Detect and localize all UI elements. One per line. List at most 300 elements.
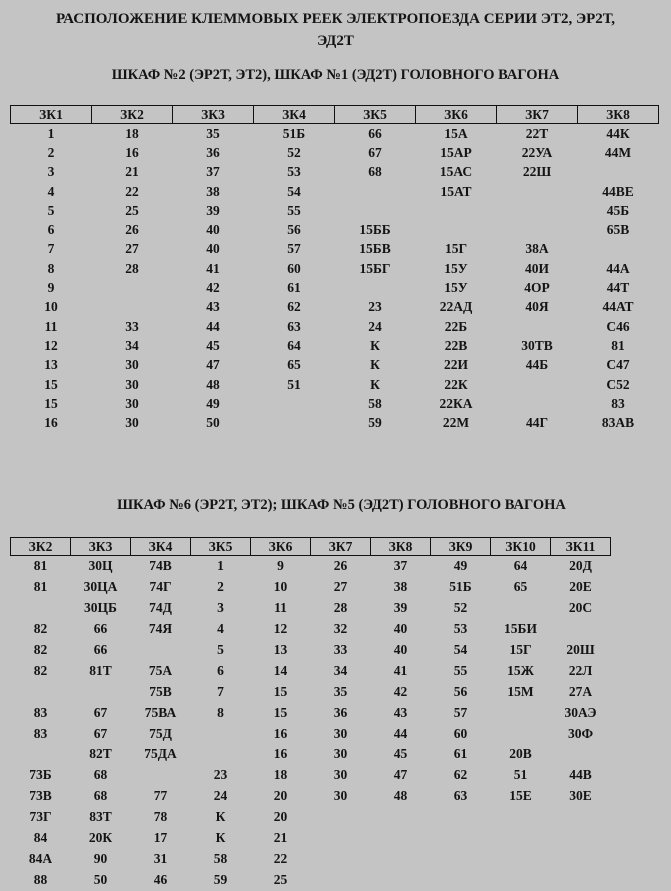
- table-cell: 22Л: [568, 662, 593, 678]
- table-cell: 48: [393, 788, 408, 804]
- table-cell: К: [215, 830, 226, 846]
- table-cell: [11, 598, 71, 619]
- table-row: [11, 317, 659, 336]
- table-cell: [497, 317, 578, 336]
- table-cell: 28: [125, 260, 139, 276]
- table-row: [11, 163, 659, 182]
- table-cell: 15АТ: [440, 183, 472, 199]
- column-header: ЗК3: [71, 538, 131, 556]
- table-row: [11, 577, 611, 598]
- table-cell: 15У: [444, 280, 468, 296]
- table-row: [11, 619, 611, 640]
- table-cell: К: [370, 376, 380, 392]
- table-cell: [431, 869, 491, 890]
- column-header: ЗК8: [371, 538, 431, 556]
- table-cell: [131, 765, 191, 786]
- table-cell: 40: [206, 222, 220, 238]
- table-cell: 16: [273, 746, 288, 762]
- table-cell: 22Б: [444, 318, 468, 334]
- table-cell: 45: [393, 746, 408, 762]
- table-cell: 15ББ: [359, 222, 391, 238]
- table-cell: 21: [125, 164, 139, 180]
- table-cell: 38: [206, 183, 220, 199]
- table-cell: 22В: [444, 337, 468, 353]
- table-cell: 73Г: [29, 809, 52, 825]
- table-cell: [335, 201, 416, 220]
- table-cell: 20К: [88, 830, 113, 846]
- table-cell: 15Г: [444, 241, 468, 257]
- table-cell: [491, 723, 551, 744]
- table-cell: 67: [368, 144, 382, 160]
- table-cell: 1: [217, 558, 224, 574]
- table-cell: 24: [213, 788, 228, 804]
- table-cell: 60: [453, 725, 468, 741]
- table-cell: 15: [273, 704, 288, 720]
- table-row: [11, 240, 659, 259]
- table-cell: [578, 240, 659, 259]
- table-row: [11, 375, 659, 394]
- table-row: [11, 640, 611, 661]
- table-cell: 44Б: [525, 357, 549, 373]
- table-cell: [491, 598, 551, 619]
- table-cell: [551, 869, 611, 890]
- table-row: [11, 298, 659, 317]
- table-cell: 4ОР: [524, 280, 550, 296]
- table-cell: 1: [47, 125, 55, 141]
- table-cell: 51: [513, 767, 528, 783]
- table-cell: 40И: [524, 260, 549, 276]
- table-cell: 27: [333, 579, 348, 595]
- table-cell: [416, 201, 497, 220]
- table-cell: 81Т: [89, 662, 112, 678]
- table-cell: 37: [393, 558, 408, 574]
- table-cell: 30Ф: [567, 725, 594, 741]
- table-cell: [335, 278, 416, 297]
- table-cell: 83Т: [89, 809, 112, 825]
- table-cell: 12: [273, 621, 288, 637]
- table-cell: 9: [47, 280, 55, 296]
- table-row: [11, 394, 659, 413]
- table-cell: 30: [333, 767, 348, 783]
- table-cell: 57: [287, 241, 301, 257]
- table-cell: [416, 220, 497, 239]
- table-cell: 33: [333, 642, 348, 657]
- table-cell: 30ТВ: [521, 337, 553, 353]
- table-row: [11, 201, 659, 220]
- table-cell: 31: [153, 850, 168, 866]
- table-cell: 3: [217, 600, 224, 616]
- table-cell: 15БВ: [359, 241, 391, 257]
- table-cell: 53: [453, 621, 468, 637]
- table-cell: 55: [453, 662, 468, 678]
- table-cell: 50: [93, 871, 108, 887]
- table-cell: [551, 807, 611, 828]
- table-cell: 30: [125, 415, 139, 431]
- table-cell: 82: [33, 662, 48, 678]
- column-header: ЗК2: [11, 538, 71, 556]
- table-cell: [551, 619, 611, 640]
- column-header: ЗК9: [431, 538, 491, 556]
- table-cell: 84А: [28, 850, 53, 866]
- table-cell: 30: [333, 788, 348, 804]
- table-cell: 15Ж: [507, 662, 534, 678]
- column-header: ЗК8: [578, 106, 659, 124]
- table-cell: [551, 828, 611, 849]
- terminal-table-cabinet-6: [10, 537, 611, 890]
- table-row: [11, 828, 611, 849]
- table-cell: 2: [217, 579, 224, 595]
- column-header: ЗК4: [131, 538, 191, 556]
- section2-heading: ШКАФ №6 (ЭР2Т, ЭТ2); ШКАФ №5 (ЭД2Т) ГОЛОВНОГО ВАГОНА: [117, 497, 566, 513]
- table-cell: 11: [44, 318, 58, 334]
- table-cell: 30: [125, 357, 139, 373]
- table-cell: 4: [47, 183, 55, 199]
- table-cell: 16: [125, 144, 139, 160]
- table-cell: 15: [44, 376, 58, 392]
- table-cell: 37: [206, 164, 220, 180]
- table-row: [11, 744, 611, 765]
- table-header-row: [11, 106, 659, 124]
- table-cell: 83: [33, 704, 48, 720]
- table-cell: 75А: [148, 662, 173, 678]
- title-line-1: РАСПОЛОЖЕНИЕ КЛЕММОВЫХ РЕЕК ЭЛЕКТРОПОЕЗДА СЕРИИ ЭТ2, ЭР2Т,: [55, 11, 616, 27]
- table-cell: 52: [287, 144, 301, 160]
- table-cell: 22: [125, 183, 139, 199]
- table-cell: 46: [153, 871, 168, 887]
- table-cell: 15У: [444, 260, 468, 276]
- table-cell: 43: [206, 299, 220, 315]
- table-cell: 30: [125, 376, 139, 392]
- table-cell: 22М: [442, 415, 470, 431]
- column-header: ЗК6: [251, 538, 311, 556]
- table-cell: 74Д: [149, 600, 172, 616]
- table-cell: 47: [393, 767, 408, 783]
- table-cell: [11, 681, 71, 702]
- table-cell: [71, 681, 131, 702]
- table-cell: 54: [287, 183, 301, 199]
- table-row: [11, 143, 659, 162]
- table-cell: [497, 182, 578, 201]
- column-header: ЗК1: [11, 106, 92, 124]
- table-cell: 22И: [443, 357, 468, 373]
- table-cell: 42: [206, 280, 220, 296]
- table-cell: 57: [453, 704, 468, 720]
- table-cell: [551, 744, 611, 765]
- table-cell: 8: [217, 704, 224, 720]
- table-row: [11, 278, 659, 297]
- table-cell: 78: [153, 809, 168, 825]
- table-cell: 10: [44, 299, 58, 315]
- table-cell: 82Т: [89, 746, 112, 762]
- table-cell: [497, 394, 578, 413]
- table-cell: [131, 640, 191, 661]
- table-cell: 26: [333, 558, 348, 574]
- table-cell: К: [215, 809, 226, 825]
- table-cell: 42: [393, 683, 408, 699]
- table-cell: 67: [93, 704, 108, 720]
- table-cell: 13: [273, 642, 288, 657]
- table-cell: 9: [277, 558, 284, 574]
- table-cell: [551, 848, 611, 869]
- table-cell: 38А: [525, 241, 549, 257]
- table-cell: 56: [287, 222, 301, 238]
- table-cell: 50: [206, 415, 220, 431]
- table-cell: 22АД: [439, 299, 473, 315]
- table-cell: 68: [93, 767, 108, 783]
- table-cell: 73Б: [29, 767, 52, 783]
- table-cell: 34: [333, 662, 348, 678]
- table-cell: 40: [206, 241, 220, 257]
- table-cell: К: [370, 337, 380, 353]
- column-header: ЗК6: [416, 106, 497, 124]
- table-cell: 44К: [606, 125, 630, 141]
- table-cell: 5: [217, 642, 224, 657]
- table-cell: [311, 869, 371, 890]
- table-header-row: [11, 538, 611, 556]
- table-cell: 20: [273, 788, 288, 804]
- table-cell: 81: [33, 558, 48, 574]
- table-cell: [335, 182, 416, 201]
- table-row: [11, 786, 611, 807]
- table-cell: 49: [453, 558, 468, 574]
- table-row: [11, 723, 611, 744]
- table-cell: 30ЦБ: [84, 600, 117, 616]
- table-cell: 30АЭ: [564, 704, 597, 720]
- table-cell: 88: [33, 871, 48, 887]
- table-row: [11, 807, 611, 828]
- table-cell: 53: [287, 164, 301, 180]
- table-cell: [491, 828, 551, 849]
- table-cell: 66: [93, 621, 108, 637]
- table-row: [11, 702, 611, 723]
- table-cell: 52: [453, 600, 468, 616]
- table-cell: 22Ш: [522, 164, 552, 180]
- table-row: [11, 660, 611, 681]
- table-cell: [491, 848, 551, 869]
- table-cell: 83АВ: [601, 415, 635, 431]
- table-cell: 26: [125, 222, 139, 238]
- column-header: ЗК7: [311, 538, 371, 556]
- table-cell: 66: [93, 642, 108, 657]
- table-cell: 33: [125, 318, 139, 334]
- table-cell: 74Г: [149, 579, 172, 595]
- table-row: [11, 556, 611, 577]
- table-cell: [497, 375, 578, 394]
- table-cell: 20Д: [569, 558, 592, 574]
- table-cell: [371, 848, 431, 869]
- table-row: [11, 124, 659, 144]
- table-cell: 30Е: [569, 788, 592, 804]
- table-cell: 27: [125, 241, 139, 257]
- table-cell: 7: [217, 683, 224, 699]
- table-cell: 44Г: [525, 415, 549, 431]
- table-cell: 44Т: [606, 280, 630, 296]
- column-header: ЗК3: [173, 106, 254, 124]
- table-cell: 67: [93, 725, 108, 741]
- terminal-table-cabinet-2: [10, 105, 659, 433]
- table-cell: 13: [44, 357, 58, 373]
- column-header: ЗК4: [254, 106, 335, 124]
- table-cell: [491, 702, 551, 723]
- table-cell: 32: [333, 621, 348, 637]
- table-cell: 30: [333, 746, 348, 762]
- table-cell: 81: [33, 579, 48, 595]
- table-cell: 20Е: [569, 579, 592, 595]
- table-cell: 73В: [29, 788, 52, 804]
- table-cell: 56: [453, 683, 468, 699]
- table-cell: 22К: [444, 376, 468, 392]
- table-row: [11, 182, 659, 201]
- table-cell: 51: [287, 376, 301, 392]
- table-cell: 28: [333, 600, 348, 616]
- table-cell: [311, 807, 371, 828]
- table-row: [11, 220, 659, 239]
- table-cell: 20В: [509, 746, 532, 762]
- table-cell: 44: [393, 725, 408, 741]
- table-cell: 3: [47, 164, 55, 180]
- table-cell: [431, 848, 491, 869]
- table-row: [11, 869, 611, 890]
- table-cell: 51Б: [282, 125, 306, 141]
- table-cell: [191, 744, 251, 765]
- table-cell: 62: [287, 299, 301, 315]
- table-cell: [371, 807, 431, 828]
- table-cell: 39: [206, 202, 220, 218]
- table-cell: 61: [287, 280, 301, 296]
- table-cell: [497, 201, 578, 220]
- table-cell: 30: [125, 395, 139, 411]
- column-header: ЗК7: [497, 106, 578, 124]
- table-cell: 82: [33, 642, 48, 657]
- table-cell: К: [370, 357, 380, 373]
- table-cell: 36: [333, 704, 348, 720]
- table-cell: 15А: [444, 125, 468, 141]
- table-cell: 15М: [507, 683, 534, 699]
- table-cell: 18: [125, 125, 139, 141]
- table-cell: 15АР: [440, 144, 472, 160]
- table-cell: 6: [217, 662, 224, 678]
- table-cell: 83: [33, 725, 48, 741]
- table-cell: [311, 848, 371, 869]
- table-cell: 66: [368, 125, 382, 141]
- table-cell: 27А: [568, 683, 593, 699]
- table-cell: 48: [206, 376, 220, 392]
- document-title: [0, 8, 671, 52]
- column-header: ЗК11: [551, 538, 611, 556]
- table-cell: 15Е: [509, 788, 532, 804]
- table-cell: [491, 807, 551, 828]
- table-cell: 75В: [149, 683, 172, 699]
- table-cell: 74Я: [148, 621, 173, 637]
- table-cell: 65: [287, 357, 301, 373]
- table-cell: [311, 828, 371, 849]
- table-cell: 11: [274, 600, 287, 616]
- table-cell: 20С: [568, 600, 593, 616]
- table-cell: [491, 869, 551, 890]
- table-cell: [371, 828, 431, 849]
- table-cell: 15БИ: [504, 621, 537, 637]
- table-cell: 2: [47, 144, 55, 160]
- table-cell: 21: [273, 830, 288, 846]
- table-cell: 64: [287, 337, 301, 353]
- table-row: [11, 681, 611, 702]
- table-cell: 41: [393, 662, 408, 678]
- table-cell: 74В: [149, 558, 172, 574]
- table-row: [11, 413, 659, 432]
- table-cell: [431, 828, 491, 849]
- table-cell: 30: [333, 725, 348, 741]
- table-cell: [92, 298, 173, 317]
- table-cell: 15Г: [509, 642, 532, 657]
- table-cell: [254, 394, 335, 413]
- table-cell: 65В: [606, 222, 630, 238]
- table-cell: С46: [606, 318, 630, 334]
- table-cell: 10: [273, 579, 288, 595]
- table-cell: [11, 744, 71, 765]
- table-cell: 12: [44, 337, 58, 353]
- table-cell: 44: [206, 318, 220, 334]
- table-cell: 83: [611, 395, 625, 411]
- table-cell: [497, 220, 578, 239]
- title-line-2: ЭД2Т: [317, 33, 354, 49]
- table-cell: 22КА: [439, 395, 473, 411]
- table-cell: 36: [206, 144, 220, 160]
- table-cell: 90: [93, 850, 108, 866]
- table-cell: 61: [453, 746, 468, 762]
- table-cell: [92, 278, 173, 297]
- table-cell: 60: [287, 260, 301, 276]
- table-row: [11, 765, 611, 786]
- table-cell: 22Т: [525, 125, 549, 141]
- table-cell: 75Д: [149, 725, 172, 741]
- table-cell: 58: [368, 395, 382, 411]
- table-cell: 16: [44, 415, 58, 431]
- table-cell: 64: [513, 558, 528, 574]
- table-cell: 23: [368, 299, 382, 315]
- table-row: [11, 356, 659, 375]
- table-cell: 43: [393, 704, 408, 720]
- table-cell: 22: [273, 850, 288, 866]
- column-header: ЗК5: [335, 106, 416, 124]
- table-cell: 39: [393, 600, 408, 616]
- table-cell: 75ВА: [144, 704, 177, 720]
- table-cell: 16: [273, 725, 288, 741]
- table-cell: 63: [453, 788, 468, 804]
- table-cell: [191, 723, 251, 744]
- table-cell: 30ЦА: [83, 579, 118, 595]
- table-row: [11, 848, 611, 869]
- table-cell: [431, 807, 491, 828]
- table-cell: 6: [47, 222, 55, 238]
- column-header: ЗК2: [92, 106, 173, 124]
- table-cell: 65: [513, 579, 528, 595]
- table-cell: 20Ш: [566, 642, 595, 657]
- table-cell: С47: [606, 357, 630, 373]
- table-cell: 40: [393, 642, 408, 657]
- table-cell: 59: [213, 871, 228, 887]
- table-cell: [578, 163, 659, 182]
- table-cell: 45Б: [606, 202, 630, 218]
- table-cell: 68: [93, 788, 108, 804]
- column-header: ЗК5: [191, 538, 251, 556]
- table-cell: 25: [273, 871, 288, 887]
- table-cell: 81: [611, 337, 625, 353]
- table-row: [11, 259, 659, 278]
- table-cell: 58: [213, 850, 228, 866]
- table-cell: 40: [393, 621, 408, 637]
- table-cell: 4: [217, 621, 224, 637]
- table-cell: 20: [273, 809, 288, 825]
